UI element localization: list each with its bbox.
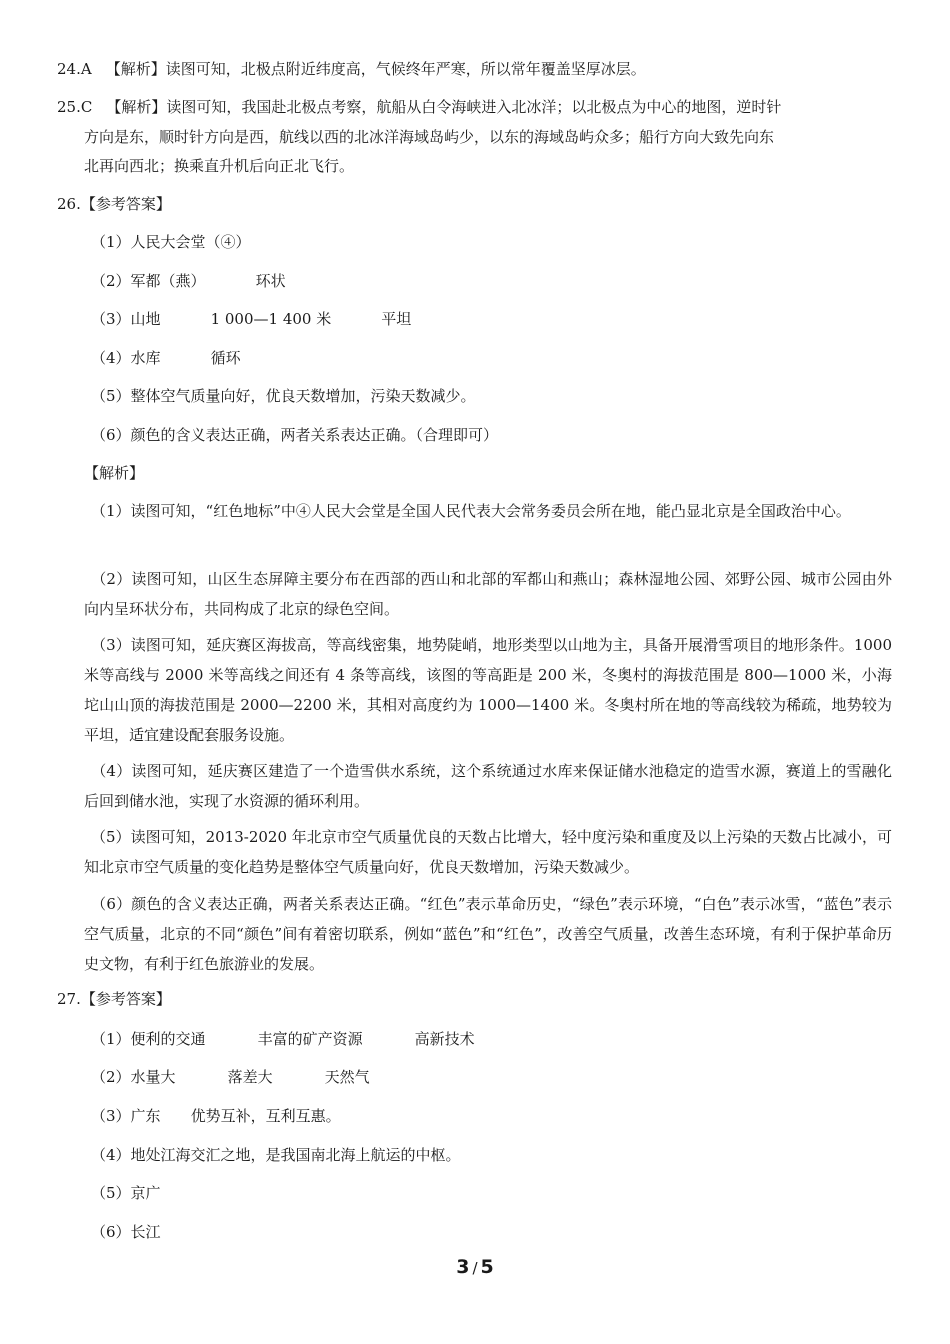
answer-part: 落差大 xyxy=(227,1068,273,1086)
answer-part: 广东 xyxy=(130,1107,161,1125)
analysis-text: （3）读图可知，延庆赛区海拔高，等高线密集，地势陡峭，地形类型以山地为主，具备开展滑雪项目的地形条件。1000 米等高线与 2000 米等高线之间还有 4 条等高线，该图的等高距是 200 米，冬奥村的海拔范围是 800—1000 米，小海坨山山顶的海拔范围是 2000—2200 米，其相对高度约为 1000—1400 米。冬奥村所在地的等高线较为稀疏，地势较为平坦，适宜建设配套服务设施。 xyxy=(84,636,892,744)
answer-part: 水量大 xyxy=(130,1068,176,1086)
analysis-paragraph-5 xyxy=(84,822,892,882)
q25-explanation-1: 【解析】读图可知，我国赴北极点考察，航船从白令海峡进入北冰洋；以北极点为中心的地图，逆时针 xyxy=(106,98,782,116)
answer-number: （4） xyxy=(91,1146,131,1164)
answer-part: 平坦 xyxy=(381,310,412,328)
answer-number: （2） xyxy=(91,1068,131,1086)
answer-number: （4） xyxy=(91,349,131,367)
answer-part: 水库 xyxy=(130,349,161,367)
answer-part: 天然气 xyxy=(324,1068,370,1086)
answer-part: 颜色的含义表达正确，两者关系表达正确。（合理即可） xyxy=(130,426,499,444)
page-current: 3 xyxy=(456,1256,470,1278)
q26-header: 26.【参考答案】 xyxy=(57,195,171,213)
page-separator: / xyxy=(472,1259,478,1277)
answer-part: 1 000—1 400 米 xyxy=(210,310,332,328)
answer-part: 高新技术 xyxy=(414,1030,475,1048)
q27-answer-2 xyxy=(91,1067,370,1087)
q24-line xyxy=(57,59,646,79)
answer-number: （2） xyxy=(91,272,131,290)
answer-part: 长江 xyxy=(130,1223,161,1241)
analysis-header: 【解析】 xyxy=(84,464,145,482)
answer-part: 丰富的矿产资源 xyxy=(257,1030,363,1048)
answer-part: 整体空气质量向好，优良天数增加，污染天数减少。 xyxy=(130,387,476,405)
answer-number: （5） xyxy=(91,387,131,405)
q27-answer-3 xyxy=(91,1106,341,1126)
analysis-text: （2）读图可知，山区生态屏障主要分布在西部的西山和北部的军都山和燕山；森林湿地公园、郊野公园、城市公园由外向内呈环状分布，共同构成了北京的绿色空间。 xyxy=(84,570,892,618)
q27-header: 27.【参考答案】 xyxy=(57,990,171,1008)
q26-answer-5 xyxy=(91,386,476,406)
analysis-text: （5）读图可知，2013-2020 年北京市空气质量优良的天数占比增大，轻中度污染和重度及以上污染的天数占比减小，可知北京市空气质量的变化趋势是整体空气质量向好，优良天数增加，污染天数减少。 xyxy=(84,828,892,876)
q26-answer-4 xyxy=(91,348,241,368)
analysis-paragraph-4 xyxy=(84,756,892,816)
q26-answer-6 xyxy=(91,425,498,445)
q25-line-3: 北再向西北；换乘直升机后向正北飞行。 xyxy=(84,157,355,175)
answer-number: （5） xyxy=(91,1184,131,1202)
answer-part: 环状 xyxy=(255,272,286,290)
answer-part: 便利的交通 xyxy=(130,1030,206,1048)
answer-part: 京广 xyxy=(130,1184,161,1202)
q26-answer-2 xyxy=(91,271,286,291)
answer-number: （3） xyxy=(91,310,131,328)
analysis-paragraph-3 xyxy=(84,630,892,750)
q27-answer-6 xyxy=(91,1222,161,1242)
analysis-text: （4）读图可知，延庆赛区建造了一个造雪供水系统，这个系统通过水库来保证储水池稳定的造雪水源，赛道上的雪融化后回到储水池，实现了水资源的循环利用。 xyxy=(84,762,892,810)
answer-part: 优势互补，互利互惠。 xyxy=(190,1107,341,1125)
q26-answer-3 xyxy=(91,309,411,329)
answer-part: 地处江海交汇之地，是我国南北海上航运的中枢。 xyxy=(130,1146,461,1164)
q24-explanation: 【解析】读图可知，北极点附近纬度高，气候终年严寒，所以常年覆盖坚厚冰层。 xyxy=(105,60,646,78)
analysis-paragraph-2 xyxy=(84,564,892,624)
analysis-text: （6）颜色的含义表达正确，两者关系表达正确。“红色”表示革命历史，“绿色”表示环境，“白色”表示冰雪，“蓝色”表示空气质量，北京的不同“颜色”间有着密切联系，例如“蓝色”和“红色”，改善空气质量，改善生态环境，有利于保护革命历史文物，有利于红色旅游业的发展。 xyxy=(84,895,892,973)
answer-part: 军都（燕） xyxy=(130,272,206,290)
answer-part: 人民大会堂（④） xyxy=(130,233,251,251)
page-total: 5 xyxy=(480,1256,494,1278)
q24-number: 24.A xyxy=(57,60,92,78)
analysis-text: （1）读图可知，“红色地标”中④人民大会堂是全国人民代表大会常务委员会所在地，能凸显北京是全国政治中心。 xyxy=(91,502,851,520)
page-number xyxy=(0,1256,950,1278)
answer-number: （6） xyxy=(91,426,131,444)
answer-number: （3） xyxy=(91,1107,131,1125)
q25-number: 25.C xyxy=(57,98,93,116)
analysis-paragraph-1 xyxy=(84,496,892,526)
answer-number: （6） xyxy=(91,1223,131,1241)
answer-number: （1） xyxy=(91,233,131,251)
answer-part: 循环 xyxy=(210,349,241,367)
q26-answer-1 xyxy=(91,232,251,252)
q27-answer-1 xyxy=(91,1029,475,1049)
q25-line-1 xyxy=(57,97,781,117)
answer-number: （1） xyxy=(91,1030,131,1048)
analysis-paragraph-6 xyxy=(84,889,892,979)
answer-part: 山地 xyxy=(130,310,161,328)
q27-answer-5 xyxy=(91,1183,161,1203)
q25-line-2: 方向是东，顺时针方向是西，航线以西的北冰洋海域岛屿少，以东的海域岛屿众多；船行方向大致先向东 xyxy=(84,128,775,146)
q27-answer-4 xyxy=(91,1145,461,1165)
